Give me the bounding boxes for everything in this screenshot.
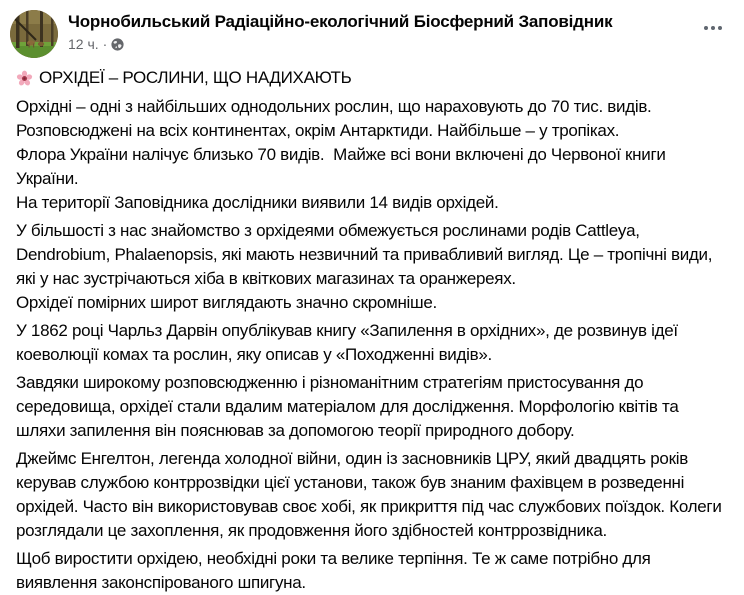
paragraph-line: У більшості з нас знайомство з орхідеями обмежується рослинами родів Cattleya, Dendrobium, Phalaenopsis, які мають незвичний та привабливий вигляд. Це – тропічні види, які у нас зустрічаються хіба в квіткових магазинах та оранжереях. — [16, 221, 717, 288]
more-options-icon — [704, 26, 708, 30]
page-name[interactable]: Чорнобильський Радіаційно-екологічний Біосферний Заповідник — [68, 12, 613, 31]
post-paragraph — [16, 447, 728, 543]
page-avatar[interactable] — [10, 10, 58, 58]
paragraph-line: Джеймс Енгелтон, легенда холодної війни, один із засновників ЦРУ, який двадцять років керував службою контррозвідки цієї установи, також був знаним фахівцем в розведенні орхідей. Часто він використовував своє хобі, як прикриття під час службових поїздок. Колеги розглядали це захоплення, як продовження його здібностей контррозвідника. — [16, 449, 726, 540]
paragraph-line: Розповсюджені на всіх континентах, окрім Антарктиди. Найбільше – у тропіках. — [16, 121, 620, 140]
more-options-button[interactable] — [700, 20, 726, 36]
timestamp[interactable]: 12 ч. — [68, 36, 99, 52]
paragraph-line: На території Заповідника дослідники виявили 14 видів орхідей. — [16, 193, 499, 212]
cherry-blossom-icon — [16, 70, 33, 87]
forest-avatar-image — [10, 10, 58, 58]
paragraph-line: У 1862 році Чарльз Дарвін опублікував книгу «Запилення в орхідних», де розвинув ідеї коеволюції комах та рослин, яку описав у «Походженні видів». — [16, 321, 683, 364]
post-title-text: ОРХІДЕЇ – РОСЛИНИ, ЩО НАДИХАЮТЬ — [39, 68, 352, 87]
post-paragraph — [16, 219, 728, 315]
post-paragraph — [16, 95, 728, 215]
paragraph-line: Щоб виростити орхідею, необхідні роки та велике терпіння. Те ж саме потрібно для виявлення законспірованого шпигуна. — [16, 549, 656, 592]
post-title — [16, 66, 728, 90]
paragraph-line: Флора України налічує близько 70 видів. Майже всі вони включені до Червоної книги України. — [16, 145, 670, 188]
post-meta — [68, 36, 612, 52]
globe-icon — [111, 38, 124, 51]
paragraph-line: Завдяки широкому розповсюдженню і різноманітним стратегіям пристосування до середовища, орхідеї стали вдалим матеріалом для дослідження. Морфологію квітів та шляхи запилення він пояснював за допомогою теорії природного добору. — [16, 373, 683, 440]
paragraph-line: Орхідні – одні з найбільших однодольних рослин, що нараховують до 70 тис. видів. — [16, 97, 652, 116]
paragraph-line: Орхідеї помірних широт виглядають значно скромніше. — [16, 293, 437, 312]
post-header — [0, 0, 744, 58]
post-paragraph — [16, 371, 728, 443]
header-info — [68, 10, 612, 52]
meta-separator: · — [102, 36, 108, 52]
post-paragraph — [16, 547, 728, 595]
post-body — [0, 58, 744, 595]
post-paragraph — [16, 319, 728, 367]
